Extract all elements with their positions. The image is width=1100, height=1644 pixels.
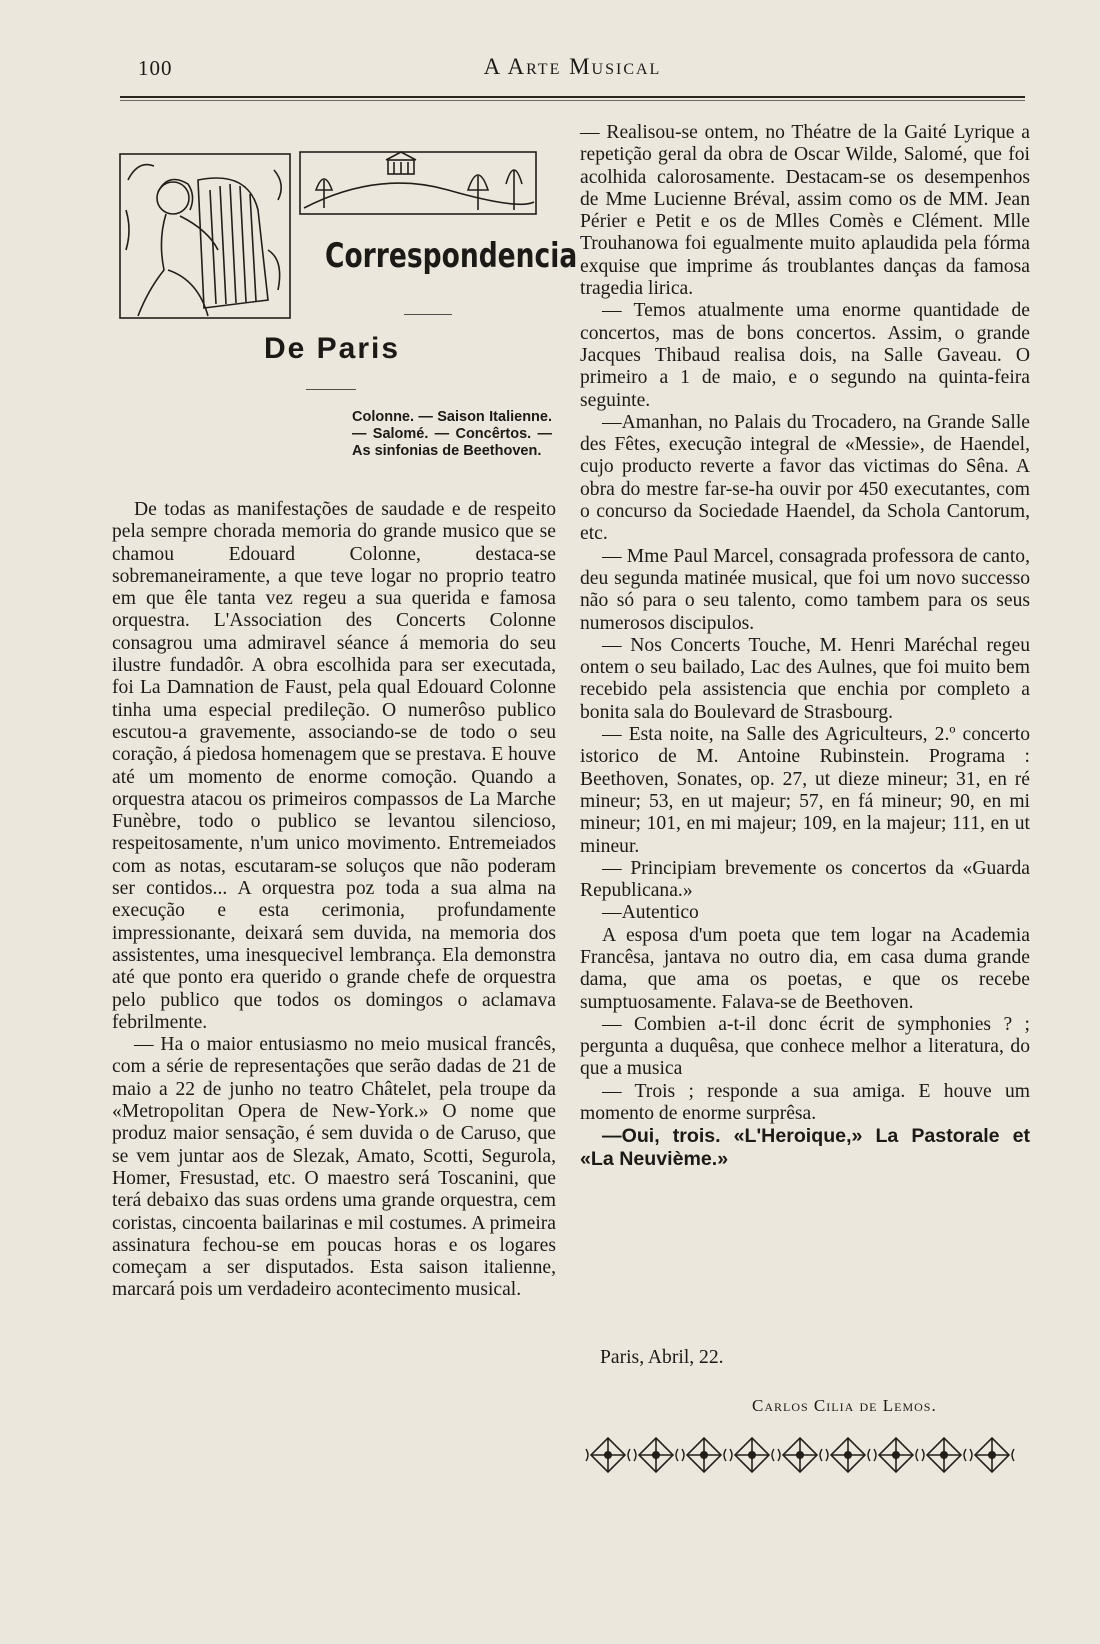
place-date: Paris, Abril, 22. <box>600 1347 724 1368</box>
left-column-text <box>112 499 556 1302</box>
author-signature: Carlos Cilia de Lemos. <box>752 1396 937 1415</box>
ornamental-border-row <box>580 1435 1025 1475</box>
paragraph: — Mme Paul Marcel, consagrada professora de canto, deu segunda matinée musical, que foi um novo successo não só para o seu talento, como tambem para os seus numerosos discipulos. <box>580 545 1030 634</box>
right-column-text <box>580 122 1030 1170</box>
paragraph: — Trois ; responde a sua amiga. E houve um momento de enorme surprêsa. <box>580 1080 1030 1125</box>
page-number: 100 <box>138 56 173 80</box>
running-header <box>120 52 1025 86</box>
paragraph: — Esta noite, na Salle des Agriculteurs, 2.º concerto istorico de M. Antoine Rubinstein. Programa : Beethoven, Sonates, op. 27, ut dieze mineur; 31, en ré mineur; 53, en ut majeur; 57, en fá mineur; 90, en mi mineur; 101, en mi majeur; 109, en la majeur; 111, en ut mineur. <box>580 724 1030 857</box>
paragraph: — Combien a-t-il donc écrit de symphonies ? ; pergunta a duquêsa, que conhece melhor a literatura, do que a musica <box>580 1013 1030 1080</box>
ornamental-rule <box>306 389 356 390</box>
paragraph: — Temos atualmente uma enorme quantidade de concertos, mas de bons concertos. Assim, o grande Jacques Thibaud realisa dois, na Salle Gaveau. O primeiro a 1 de maio, e o segundo na quinta-feira seguinte. <box>580 300 1030 411</box>
paragraph: — Nos Concerts Touche, M. Henri Maréchal regeu ontem o seu bailado, Lac des Aulnes, que foi muito bem recebido pela assistencia que enchia por completo a bonita sala do Boulevard de Strasbourg. <box>580 634 1030 723</box>
paragraph: A esposa d'um poeta que tem logar na Academia Francêsa, jantava no outro dia, em casa duma grande dama, que ama os poetas, e que os recebe sumptuosamente. Falava-se de Beethoven. <box>580 924 1030 1013</box>
header-rule <box>120 96 1025 98</box>
journal-title: A Arte Musical <box>483 54 662 79</box>
paragraph: — Realisou-se ontem, no Théatre de la Gaité Lyrique a repetição geral da obra de Oscar Wilde, Salomé, que foi acolhida calorosamente. Destacam-se os desempenhos de Mme Lucienne Bréval, assim como os de MM. Jean Périer e Petit e os de Mlles Comès e Clément. Mlle Trouhanowa foi egualmente muito aplaudida pela fórma exquise que imprime ás troublantes danças da famosa tragedia lirica. <box>580 122 1030 300</box>
article-subheading: De Paris <box>263 332 401 365</box>
paragraph: De todas as manifestações de saudade e de respeito pela sempre chorada memoria do grande musico que se chamou Edouard Colonne, destaca-se sobremaneiramente, a que teve logar no proprio teatro em que êle tanta vez regeu a sua querida e famosa orquestra. L'Association des Concerts Colonne consagrou uma admiravel séance á memoria do seu ilustre fundadôr. A obra escolhida para ser executada, foi La Damnation de Faust, pela qual Edouard Colonne tinha uma especial predileção. O numerôso publico escutou-a gravemente, associando-se de todo o seu coração, á piedosa homenagem que se prestava. E houve até um momento de enorme comoção. Quando a orquestra atacou os primeiros compassos de La Marche Funèbre, todo o publico se levantou silencioso, respeitosamente, n'um unico movimento. Entremeiados com as notas, escutaram-se soluços que não poderam ser contidos... A orquestra poz toda a sua alma na execução e esta cerimonia, profundamente impressionante, deixará sem duvida, na memoria dos assistentes, uma inesquecivel lembrança. Ela demonstra até que ponto era querido o grande chefe de orquestra pelo publico que todos os domingos o aclamava febrilmente. <box>112 499 556 1033</box>
header-rule-thin <box>120 100 1025 101</box>
paragraph: —Oui, trois. «L'Heroique,» La Pastorale et «La Neuvième.» <box>580 1125 1030 1170</box>
paragraph: — Ha o maior entusiasmo no meio musical francês, com a série de representações que serão dadas de 21 de maio a 22 de junho no teatro Châtelet, pela troupe da «Metropolitan Opera de New-York.» O nome que produz maior sensação, é sem duvida o de Caruso, que se vem juntar aos de Slezak, Amato, Scotti, Segurola, Homer, Fresustad, etc. O maestro será Toscanini, que terá debaixo das suas ordens uma grande orquestra, cem coristas, cincoenta bailarinas e mil costumes. A primeira assinatura fechou-se em poucas horas e os logares começam a ser disputados. Esta saison italienne, marcará pois um verdadeiro acontecimento musical. <box>112 1034 556 1301</box>
article-summary: Colonne. — Saison Italienne. — Salomé. — Concêrtos. — As sinfonias de Beethoven. <box>352 409 552 459</box>
ornamental-rule <box>404 314 452 315</box>
paragraph: —Amanhan, no Palais du Trocadero, na Grande Salle des Fêtes, execução integral de «Messie», de Haendel, cujo producto reverte a favor das victimas do Sêna. A obra do mestre far-se-ha ouvir por 450 executantes, com o concurso da Sociedade Haendel, da Schola Cantorum, etc. <box>580 411 1030 545</box>
paragraph: —Autentico <box>602 902 699 924</box>
paragraph: — Principiam brevemente os concertos da «Guarda Republicana.» <box>580 857 1030 902</box>
section-title: Correspondencia <box>325 236 578 276</box>
